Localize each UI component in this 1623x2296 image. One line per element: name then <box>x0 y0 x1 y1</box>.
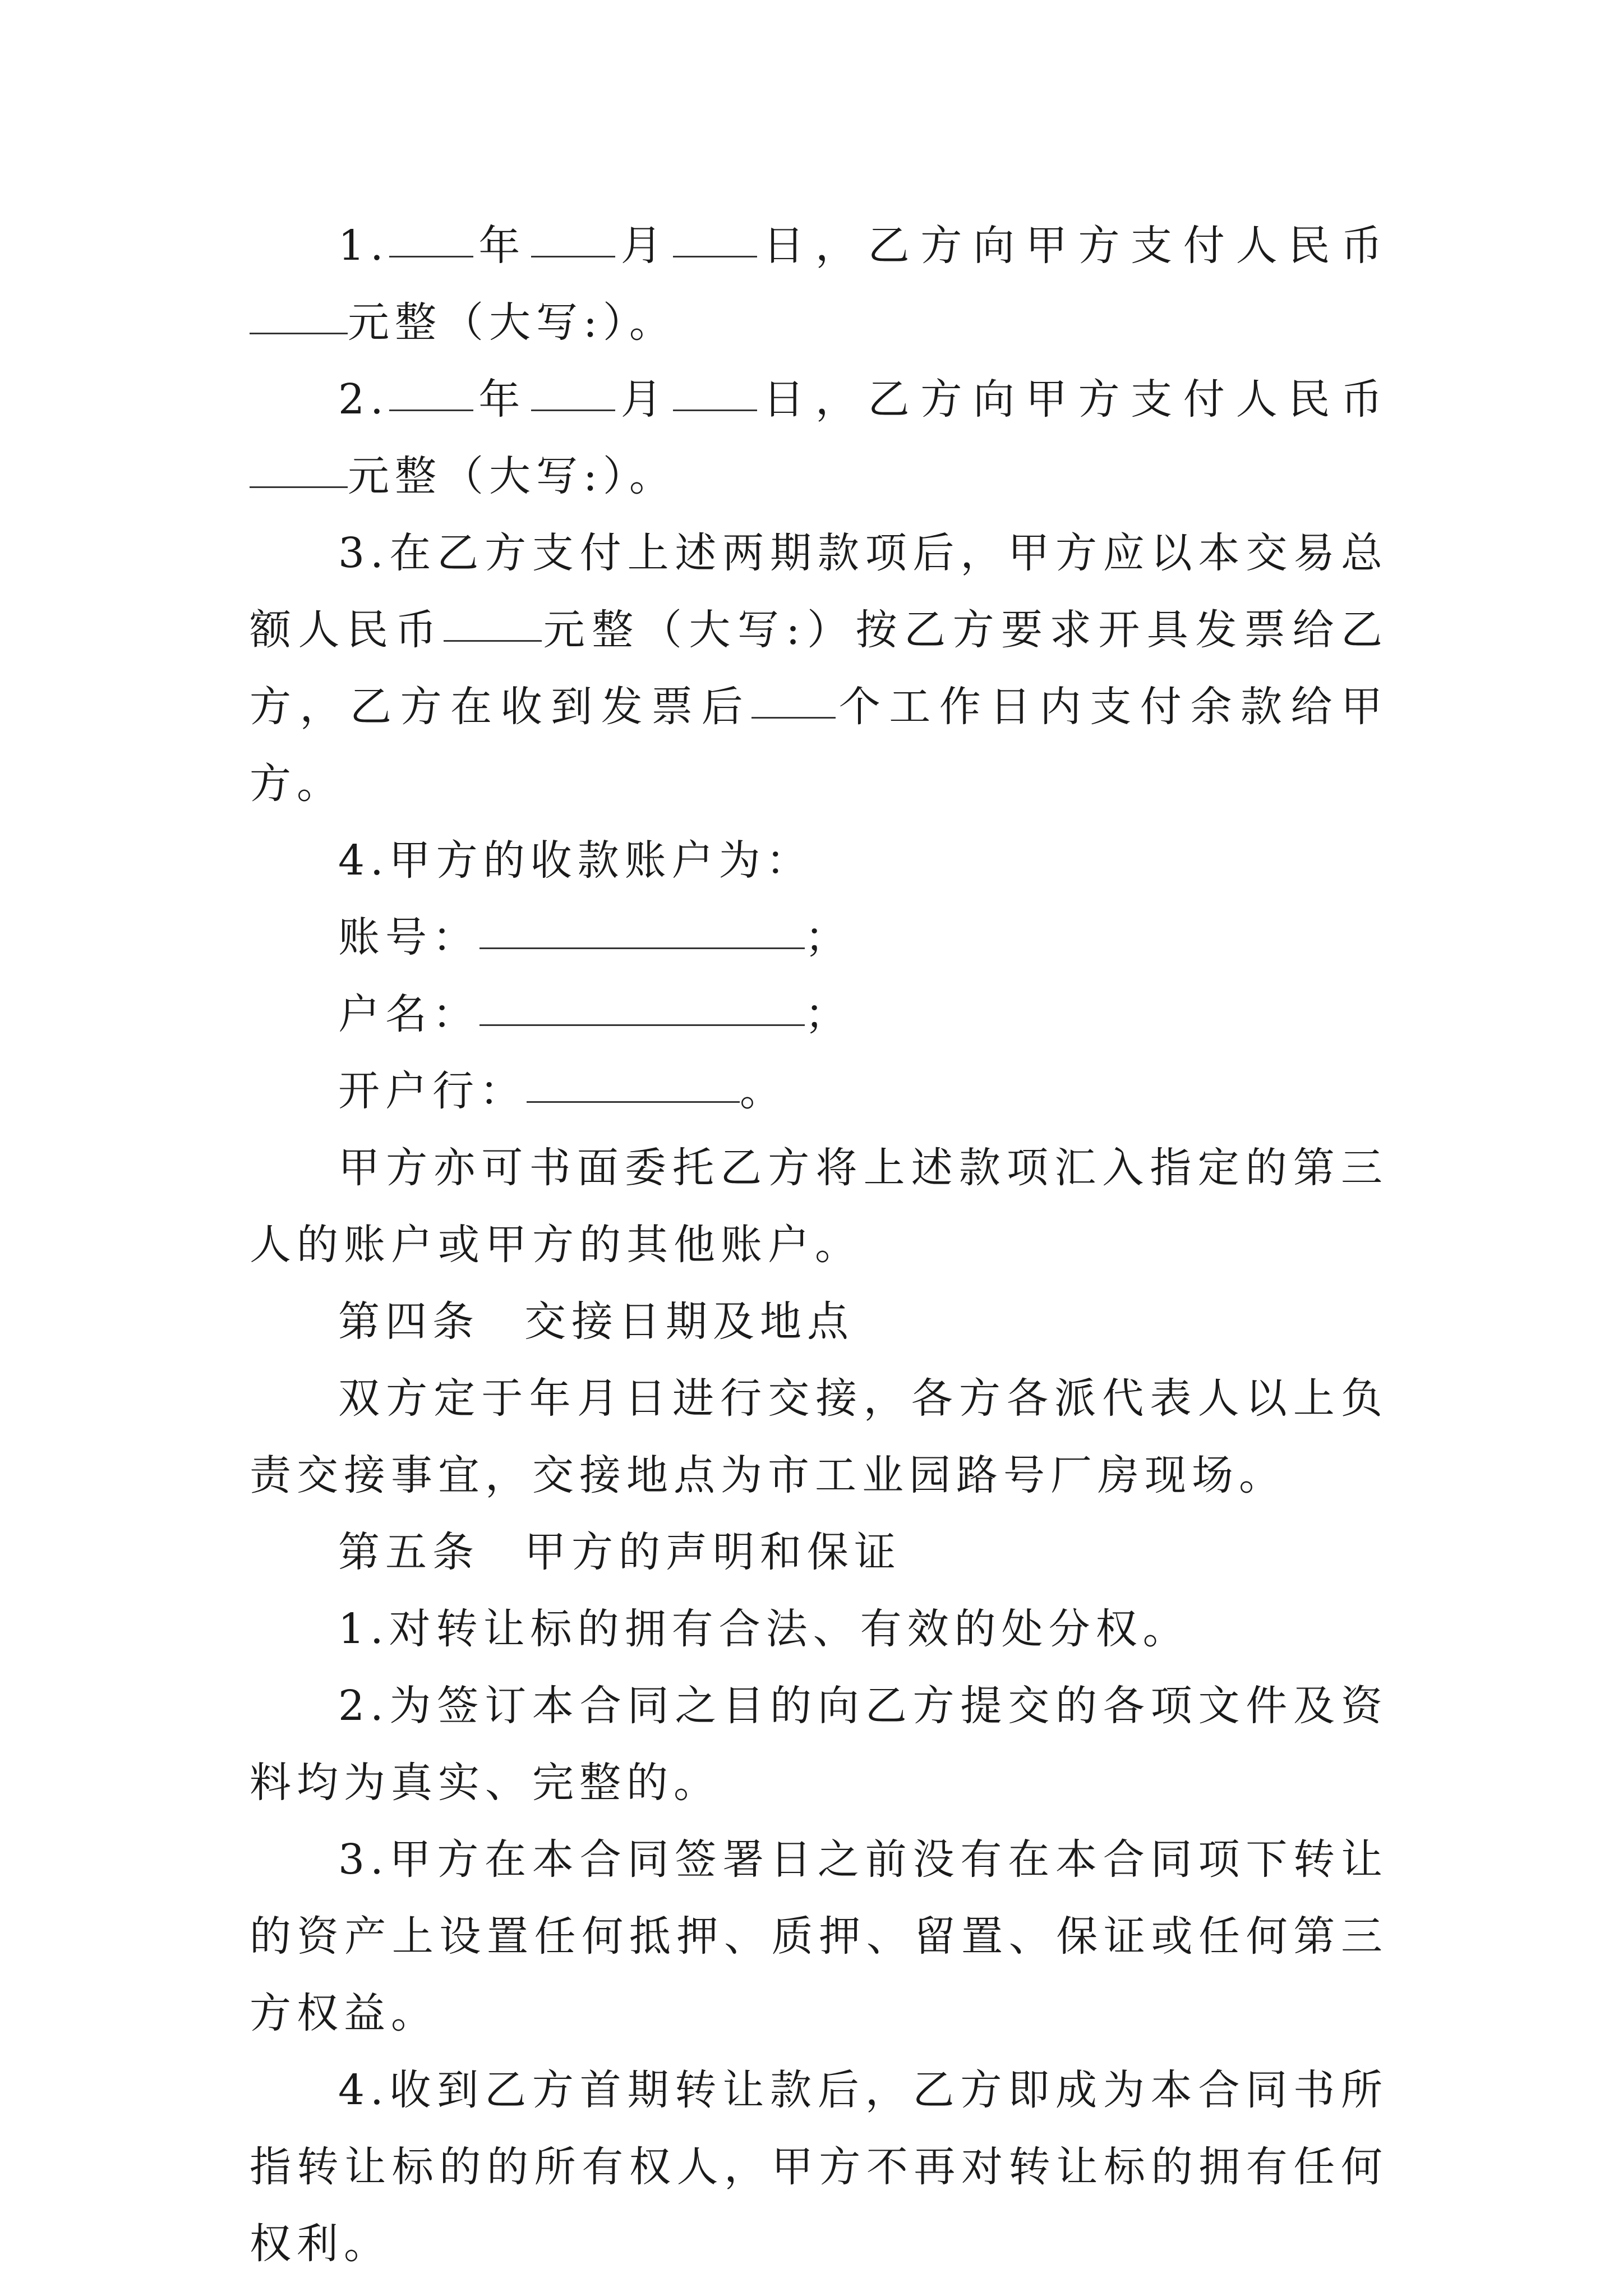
clause-number: 1. <box>338 222 389 270</box>
blank-month[interactable] <box>531 214 615 257</box>
blank-account-number[interactable] <box>479 906 805 949</box>
article-title: 甲方的声明和保证 <box>524 1528 901 1576</box>
account-number-label: 账号： <box>338 913 479 961</box>
account-intro: 4.甲方的收款账户为： <box>338 836 813 885</box>
payment-text: 日，乙方向甲方支付人民币 <box>757 375 1389 424</box>
clause-text: 个工作日内支付余款给甲方。 <box>250 683 1389 808</box>
amount-suffix: 元整（大写:）。 <box>348 298 676 347</box>
punctuation: ； <box>805 990 852 1038</box>
punctuation: ； <box>805 913 852 961</box>
document-page <box>250 208 1388 2283</box>
blank-day[interactable] <box>673 368 757 411</box>
month-label: 月 <box>615 222 674 270</box>
blank-amount[interactable] <box>250 291 348 334</box>
amount-suffix: 元整（大写:）。 <box>348 452 676 500</box>
clause-text: 3.在乙方支付上述两期款项后，甲方应以本交易总额人民币 <box>250 529 1388 654</box>
blank-total-amount[interactable] <box>444 599 542 642</box>
month-label: 月 <box>615 375 674 424</box>
article-5-heading <box>250 1514 1388 1591</box>
year-label: 年 <box>473 375 532 424</box>
payment-clause-3 <box>250 515 1388 822</box>
article-4-heading <box>250 1283 1388 1360</box>
payment-text: 日，乙方向甲方支付人民币 <box>757 222 1389 270</box>
blank-year[interactable] <box>389 214 473 257</box>
handover-paragraph: 双方定于年月日进行交接，各方各派代表人以上负责交接事宜，交接地点为市工业园路号厂房现场。 <box>250 1374 1388 1499</box>
blank-amount[interactable] <box>250 445 348 488</box>
article-number: 第四条 <box>338 1297 479 1346</box>
punctuation: 。 <box>740 1067 787 1115</box>
blank-day[interactable] <box>673 214 757 257</box>
blank-workdays[interactable] <box>751 675 836 719</box>
blank-account-name[interactable] <box>479 983 805 1026</box>
bank-line <box>250 1053 1388 1130</box>
payment-clause-1 <box>250 208 1388 361</box>
blank-bank[interactable] <box>527 1060 740 1103</box>
blank-year[interactable] <box>389 368 473 411</box>
year-label: 年 <box>473 222 532 270</box>
warranty-item-1: 1.对转让标的拥有合法、有效的处分权。 <box>338 1605 1190 1653</box>
account-name-line <box>250 976 1388 1053</box>
account-number-line <box>250 899 1388 976</box>
payment-clause-2 <box>250 361 1388 515</box>
bank-label: 开户行： <box>338 1067 527 1115</box>
account-name-label: 户名： <box>338 990 479 1038</box>
warranty-item-3: 3.甲方在本合同签署日之前没有在本合同项下转让的资产上设置任何抵押、质押、留置、保证或任何第三方权益。 <box>250 1835 1388 2037</box>
article-number: 第五条 <box>338 1528 479 1576</box>
article-title: 交接日期及地点 <box>524 1297 854 1346</box>
third-party-paragraph: 甲方亦可书面委托乙方将上述款项汇入指定的第三人的账户或甲方的其他账户。 <box>250 1144 1388 1269</box>
clause-text: 元整（大写:）按乙方要求开具发票给乙方，乙方在收到发票后 <box>250 606 1389 731</box>
warranty-item-4: 4.收到乙方首期转让款后，乙方即成为本合同书所指转让标的的所有权人，甲方不再对转让标的拥有任何权利。 <box>250 2066 1388 2268</box>
warranty-item-2: 2.为签订本合同之目的向乙方提交的各项文件及资料均为真实、完整的。 <box>250 1682 1388 1807</box>
blank-month[interactable] <box>531 368 615 411</box>
clause-number: 2. <box>338 375 389 424</box>
